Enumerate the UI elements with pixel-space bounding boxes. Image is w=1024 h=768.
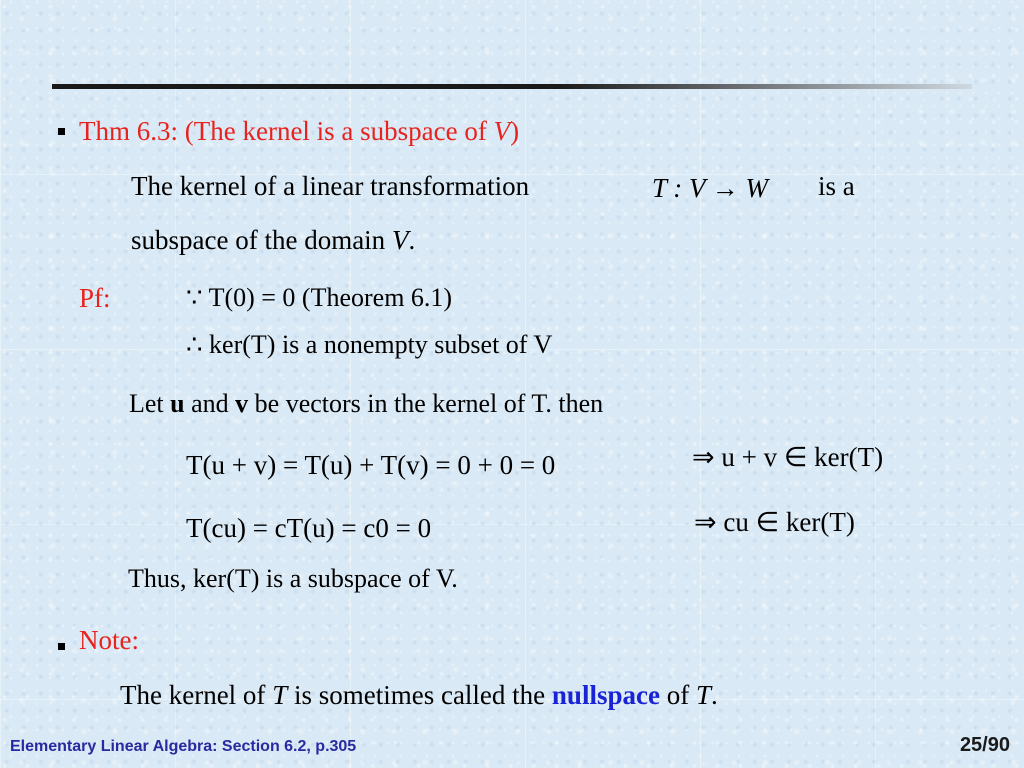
theorem-line2-period: . xyxy=(408,225,416,255)
note-text-of: of xyxy=(659,680,696,710)
proof-line1: ∵ T(0) = 0 (Theorem 6.1) xyxy=(186,283,453,312)
title-rule xyxy=(52,84,972,89)
note-text-var-2: T xyxy=(695,680,711,710)
page-number: 25/90 xyxy=(959,734,1010,756)
proof-line3 xyxy=(129,388,603,420)
bullet-icon xyxy=(58,643,65,650)
theorem-heading-var: V xyxy=(493,116,511,146)
proof-line3-u: u xyxy=(170,389,185,418)
proof-label: Pf: xyxy=(79,283,111,313)
proof-equation-2-result: ⇒ cu ∈ ker(T) xyxy=(694,507,855,537)
footer-source: Elementary Linear Algebra: Section 6.2, p.305 xyxy=(10,738,357,755)
theorem-line2-var: V xyxy=(391,225,409,255)
theorem-heading xyxy=(79,115,519,147)
theorem-statement-part1: The kernel of a linear transformation xyxy=(131,171,530,201)
bullet-icon xyxy=(58,128,65,135)
theorem-heading-text: Thm 6.3: (The kernel is a subspace of xyxy=(79,116,494,146)
theorem-line2-text: subspace of the domain xyxy=(131,225,392,255)
proof-line3-v: v xyxy=(235,389,249,418)
proof-line3-rest: be vectors in the kernel of T. then xyxy=(248,389,604,418)
proof-equation-2: T(cu) = cT(u) = c0 = 0 xyxy=(186,513,432,543)
nullspace-term: nullspace xyxy=(551,680,660,710)
theorem-statement-part2: is a xyxy=(818,171,855,201)
proof-equation-1-result: ⇒ u + v ∈ ker(T) xyxy=(692,442,884,472)
proof-line3-and: and xyxy=(184,389,236,418)
note-text-period: . xyxy=(710,680,718,710)
note-label: Note: xyxy=(79,625,139,655)
theorem-formula-text: T : V → W xyxy=(652,173,769,203)
theorem-heading-close: ) xyxy=(510,116,520,146)
note-text-middle: is sometimes called the xyxy=(287,680,552,710)
proof-line2: ∴ ker(T) is a nonempty subset of V xyxy=(186,330,553,359)
proof-conclusion: Thus, ker(T) is a subspace of V. xyxy=(128,564,458,593)
note-text-var: T xyxy=(272,680,288,710)
theorem-statement-formula xyxy=(652,172,768,204)
note-text-prefix: The kernel of xyxy=(120,680,273,710)
theorem-statement-line2 xyxy=(131,224,415,256)
proof-line3-let: Let xyxy=(129,389,171,418)
proof-equation-1: T(u + v) = T(u) + T(v) = 0 + 0 = 0 xyxy=(186,450,556,480)
note-text xyxy=(120,679,718,711)
